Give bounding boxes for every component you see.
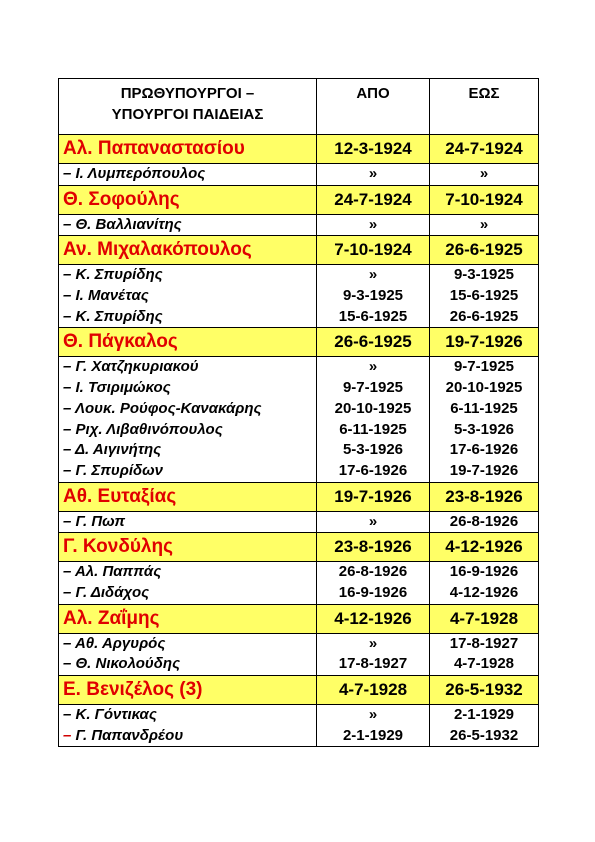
minister-line <box>59 307 316 328</box>
ministers-names-cell <box>59 562 317 604</box>
ministers-from-cell <box>317 214 430 236</box>
ministers-to-cell <box>430 562 539 604</box>
minister-from: 26-8-1926 <box>338 563 408 581</box>
ministers-names-cell <box>59 511 317 533</box>
minister-to: 19-7-1926 <box>449 461 519 479</box>
minister-line <box>59 357 316 378</box>
dash-mark: – <box>63 307 72 325</box>
ministers-row <box>59 164 539 186</box>
header-col1-line1: ΠΡΩΘΥΠΟΥΡΓΟΙ – <box>120 85 255 102</box>
minister-name: Γ. Χατζηκυριακού <box>75 358 199 376</box>
prime-minister-name: Αλ. Παπαναστασίου <box>59 135 317 164</box>
minister-line <box>59 705 316 726</box>
minister-to: 5-3-1926 <box>453 420 515 438</box>
minister-name: Γ. Παπανδρέου <box>75 726 184 744</box>
dash-mark: – <box>63 583 72 601</box>
dash-mark: – <box>63 420 72 438</box>
minister-name: Κ. Γόντικας <box>75 706 157 723</box>
dash-mark: – <box>63 399 72 417</box>
dash-mark: – <box>63 512 72 530</box>
minister-from: 5-3-1926 <box>342 441 404 459</box>
header-to: ΕΩΣ <box>430 79 539 135</box>
prime-minister-row <box>59 185 539 214</box>
minister-from: » <box>368 266 378 284</box>
ministers-to-cell <box>430 633 539 675</box>
minister-from: 20-10-1925 <box>334 399 412 417</box>
ministers-table <box>58 78 539 747</box>
minister-line <box>59 215 316 236</box>
ministers-row <box>59 265 539 328</box>
prime-minister-row <box>59 533 539 562</box>
minister-name: Δ. Αιγινήτης <box>74 441 162 459</box>
header-col1-line2: ΥΠΟΥΡΓΟΙ ΠΑΙΔΕΙΑΣ <box>111 106 264 123</box>
minister-name: Ι. Μανέτας <box>75 287 149 305</box>
prime-minister-from: 23-8-1926 <box>317 533 430 562</box>
minister-line <box>59 440 316 461</box>
ministers-from-cell <box>317 265 430 328</box>
ministers-row <box>59 357 539 482</box>
minister-from: 16-9-1926 <box>338 583 408 601</box>
prime-minister-row <box>59 604 539 633</box>
dash-mark: – <box>63 215 72 233</box>
prime-minister-row <box>59 328 539 357</box>
minister-name: Θ. Νικολούδης <box>75 655 181 673</box>
minister-line <box>59 265 316 286</box>
minister-to: 17-6-1926 <box>449 441 519 459</box>
prime-minister-to: 19-7-1926 <box>430 328 539 357</box>
dash-mark: – <box>63 706 72 723</box>
minister-from: » <box>368 215 378 233</box>
ministers-row <box>59 511 539 533</box>
minister-name: Γ. Διδάχος <box>75 583 150 601</box>
minister-from: » <box>368 512 378 530</box>
ministers-row <box>59 705 539 747</box>
dash-mark: – <box>63 287 72 305</box>
ministers-from-cell <box>317 705 430 747</box>
ministers-names-cell <box>59 357 317 482</box>
prime-minister-name: Θ. Σοφούλης <box>59 185 317 214</box>
ministers-from-cell <box>317 562 430 604</box>
ministers-from-cell <box>317 357 430 482</box>
ministers-names-cell <box>59 265 317 328</box>
prime-minister-row <box>59 236 539 265</box>
ministers-names-cell <box>59 705 317 747</box>
minister-line <box>59 634 316 655</box>
minister-line <box>59 726 316 747</box>
minister-name: Αλ. Παππάς <box>74 563 162 581</box>
minister-to: 15-6-1925 <box>449 287 519 305</box>
header-row <box>59 79 539 135</box>
dash-mark: – <box>63 165 72 182</box>
prime-minister-from: 12-3-1924 <box>317 135 430 164</box>
prime-minister-name: Αλ. Ζαΐμης <box>59 604 317 633</box>
minister-line <box>59 512 316 533</box>
prime-minister-from: 24-7-1924 <box>317 185 430 214</box>
ministers-from-cell <box>317 633 430 675</box>
minister-line <box>59 164 316 185</box>
prime-minister-to: 24-7-1924 <box>430 135 539 164</box>
minister-line <box>59 654 316 675</box>
minister-name: Γ. Πωπ <box>75 512 126 530</box>
minister-line <box>59 286 316 307</box>
table-body <box>59 135 539 747</box>
dash-mark: – <box>63 266 72 284</box>
minister-to: 6-11-1925 <box>450 399 518 417</box>
minister-from: 2-1-1929 <box>342 726 404 744</box>
minister-from: » <box>368 706 378 723</box>
minister-from: 17-8-1927 <box>338 655 408 673</box>
prime-minister-to: 26-5-1932 <box>430 676 539 705</box>
minister-name: Κ. Σπυρίδης <box>75 307 163 325</box>
ministers-to-cell <box>430 357 539 482</box>
minister-to: 26-8-1926 <box>449 512 519 530</box>
header-from: ΑΠΟ <box>317 79 430 135</box>
ministers-row <box>59 214 539 236</box>
ministers-names-cell <box>59 164 317 186</box>
minister-to: 4-12-1926 <box>449 583 519 601</box>
prime-minister-row <box>59 482 539 511</box>
minister-from: 9-7-1925 <box>342 379 404 397</box>
minister-line <box>59 583 316 604</box>
minister-to: 26-5-1932 <box>449 726 519 744</box>
minister-to: 20-10-1925 <box>445 379 523 397</box>
minister-from: 17-6-1926 <box>338 461 408 479</box>
minister-name: Ι. Λυμπερόπουλος <box>75 165 206 182</box>
minister-line <box>59 420 316 441</box>
minister-name: Ριχ. Λιβαθινόπουλος <box>75 420 223 438</box>
prime-minister-to: 23-8-1926 <box>430 482 539 511</box>
minister-name: Γ. Σπυρίδων <box>75 461 164 479</box>
prime-minister-from: 19-7-1926 <box>317 482 430 511</box>
prime-minister-name: Θ. Πάγκαλος <box>59 328 317 357</box>
prime-minister-from: 26-6-1925 <box>317 328 430 357</box>
prime-minister-row <box>59 135 539 164</box>
minister-from: 6-11-1925 <box>339 420 407 438</box>
prime-minister-to: 4-7-1928 <box>430 604 539 633</box>
prime-minister-to: 7-10-1924 <box>430 185 539 214</box>
minister-from: » <box>368 358 378 376</box>
minister-to: 9-7-1925 <box>453 358 515 376</box>
minister-from: 9-3-1925 <box>342 287 404 305</box>
minister-to: 16-9-1926 <box>449 563 519 581</box>
ministers-to-cell <box>430 214 539 236</box>
minister-line <box>59 461 316 482</box>
dash-mark: – <box>63 379 72 397</box>
prime-minister-from: 4-12-1926 <box>317 604 430 633</box>
prime-minister-to: 4-12-1926 <box>430 533 539 562</box>
minister-name: Θ. Βαλλιανίτης <box>75 215 182 233</box>
header-prime-ministers <box>59 79 317 135</box>
minister-line <box>59 378 316 399</box>
dash-mark: – <box>63 726 72 744</box>
minister-to: 4-7-1928 <box>453 655 515 673</box>
prime-minister-from: 4-7-1928 <box>317 676 430 705</box>
ministers-row <box>59 562 539 604</box>
ministers-names-cell <box>59 633 317 675</box>
prime-minister-name: Αθ. Ευταξίας <box>59 482 317 511</box>
dash-mark: – <box>63 655 72 673</box>
minister-name: Αθ. Αργυρός <box>74 634 166 652</box>
ministers-row <box>59 633 539 675</box>
minister-to: 2-1-1929 <box>453 706 515 723</box>
ministers-names-cell <box>59 214 317 236</box>
prime-minister-to: 26-6-1925 <box>430 236 539 265</box>
minister-name: Λουκ. Ρούφος-Κανακάρης <box>74 399 262 417</box>
ministers-to-cell <box>430 164 539 186</box>
minister-to: 17-8-1927 <box>449 634 519 652</box>
ministers-from-cell <box>317 511 430 533</box>
dash-mark: – <box>63 358 72 376</box>
prime-minister-name: Αν. Μιχαλακόπουλος <box>59 236 317 265</box>
ministers-from-cell <box>317 164 430 186</box>
minister-name: Κ. Σπυρίδης <box>75 266 163 284</box>
minister-from: » <box>368 165 378 182</box>
ministers-to-cell <box>430 705 539 747</box>
prime-minister-from: 7-10-1924 <box>317 236 430 265</box>
minister-to: » <box>479 215 489 233</box>
prime-minister-row <box>59 676 539 705</box>
minister-line <box>59 399 316 420</box>
ministers-to-cell <box>430 511 539 533</box>
ministers-to-cell <box>430 265 539 328</box>
dash-mark: – <box>63 634 72 652</box>
minister-from: 15-6-1925 <box>338 307 408 325</box>
minister-line <box>59 562 316 583</box>
dash-mark: – <box>63 441 72 459</box>
minister-from: » <box>368 634 378 652</box>
minister-name: Ι. Τσιριμώκος <box>75 379 171 397</box>
dash-mark: – <box>63 461 72 479</box>
minister-to: 9-3-1925 <box>453 266 515 284</box>
prime-minister-name: Ε. Βενιζέλος (3) <box>59 676 317 705</box>
minister-to: » <box>479 165 489 182</box>
minister-to: 26-6-1925 <box>449 307 519 325</box>
prime-minister-name: Γ. Κονδύλης <box>59 533 317 562</box>
dash-mark: – <box>63 563 72 581</box>
